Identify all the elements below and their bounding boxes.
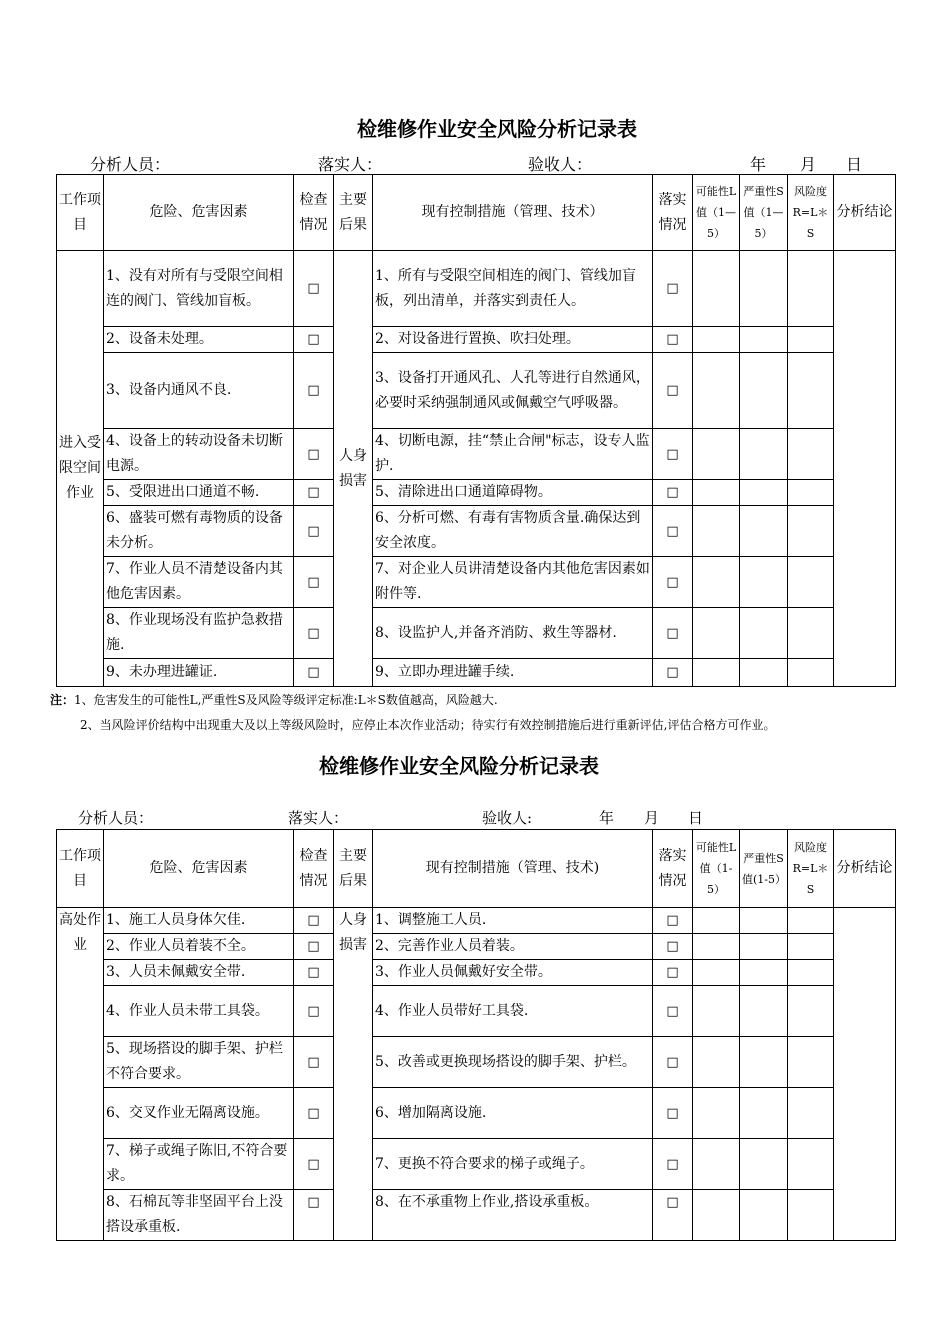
- implemented-box[interactable]: □: [653, 557, 693, 608]
- acceptor-label: 验收人:: [482, 809, 533, 827]
- table1-meta: [0, 152, 950, 174]
- implemented-box[interactable]: □: [653, 506, 693, 557]
- severity-cell[interactable]: [740, 986, 788, 1037]
- measure-cell: 6、增加隔离设施.: [373, 1088, 653, 1139]
- table-row: [57, 934, 896, 960]
- work-item-cell: 进入受限空间作业: [57, 251, 104, 687]
- check-box[interactable]: □: [294, 1037, 334, 1088]
- day-label: 日: [688, 809, 704, 827]
- risk-cell[interactable]: [788, 327, 834, 353]
- note-1: 1、危害发生的可能性L,严重性S及风险等级评定标准:L＊S数值越高，风险越大.: [74, 693, 498, 707]
- hazard-cell: 3、人员未佩戴安全带.: [104, 960, 294, 986]
- check-box[interactable]: □: [294, 480, 334, 506]
- check-box[interactable]: □: [294, 251, 334, 327]
- risk-cell[interactable]: [788, 934, 834, 960]
- check-box[interactable]: □: [294, 557, 334, 608]
- table-row: [57, 1088, 896, 1139]
- month-label: 月: [800, 155, 817, 174]
- table-row: [57, 1139, 896, 1190]
- table2-meta: [0, 807, 950, 829]
- header-work-item: 工作项目: [57, 830, 104, 908]
- implemented-box[interactable]: □: [653, 1139, 693, 1190]
- table-row: [57, 908, 896, 934]
- risk-cell[interactable]: [788, 1139, 834, 1190]
- note-line-1: [50, 691, 498, 708]
- year-label: 年: [750, 155, 767, 174]
- header-severity: 严重性S值(1-5）: [740, 830, 788, 908]
- measure-cell: 5、清除进出口通道障碍物。: [373, 480, 653, 506]
- measure-cell: 8、在不承重物上作业,搭设承重板。: [373, 1190, 653, 1241]
- hazard-cell: 7、梯子或绳子陈旧,不符合要求。: [104, 1139, 294, 1190]
- header-check: 检查情况: [294, 175, 334, 251]
- hazard-cell: 6、交叉作业无隔离设施。: [104, 1088, 294, 1139]
- likelihood-cell[interactable]: [693, 659, 740, 687]
- risk-table-1: [56, 174, 896, 687]
- likelihood-cell[interactable]: [693, 1088, 740, 1139]
- risk-cell[interactable]: [788, 251, 834, 327]
- table-row: [57, 251, 896, 327]
- likelihood-cell[interactable]: [693, 608, 740, 659]
- header-risk: 风险度R=L＊S: [788, 830, 834, 908]
- implemented-box[interactable]: □: [653, 429, 693, 480]
- measure-cell: 2、对设备进行置换、吹扫处理。: [373, 327, 653, 353]
- table-row: [57, 960, 896, 986]
- check-box[interactable]: □: [294, 659, 334, 687]
- hazard-cell: 3、设备内通风不良.: [104, 353, 294, 429]
- implemented-box[interactable]: □: [653, 251, 693, 327]
- day-label: 日: [846, 155, 863, 174]
- implementer-label: 落实人：: [288, 809, 349, 827]
- header-implemented: 落实情况: [653, 175, 693, 251]
- table-row: [57, 1190, 896, 1241]
- likelihood-cell[interactable]: [693, 506, 740, 557]
- implemented-box[interactable]: □: [653, 934, 693, 960]
- header-measures: 现有控制措施（管理、技术）: [373, 175, 653, 251]
- risk-cell[interactable]: [788, 659, 834, 687]
- hazard-cell: 5、受限进出口通道不畅.: [104, 480, 294, 506]
- conclusion-cell[interactable]: [834, 251, 896, 687]
- check-box[interactable]: □: [294, 327, 334, 353]
- hazard-cell: 1、没有对所有与受限空间相连的阀门、管线加盲板。: [104, 251, 294, 327]
- implemented-box[interactable]: □: [653, 659, 693, 687]
- likelihood-cell[interactable]: [693, 1037, 740, 1088]
- likelihood-cell[interactable]: [693, 557, 740, 608]
- year-label: 年: [599, 809, 615, 827]
- consequence-cell: 人身损害: [334, 908, 373, 1241]
- header-check: 检查情况: [294, 830, 334, 908]
- measure-cell: 9、立即办理进罐手续.: [373, 659, 653, 687]
- hazard-cell: 2、设备未处理。: [104, 327, 294, 353]
- table-row: [57, 429, 896, 480]
- severity-cell[interactable]: [740, 506, 788, 557]
- header-risk: 风险度R=L＊S: [788, 175, 834, 251]
- hazard-cell: 9、未办理进罐证.: [104, 659, 294, 687]
- likelihood-cell[interactable]: [693, 251, 740, 327]
- measure-cell: 1、所有与受限空间相连的阀门、管线加盲板，列出清单，并落实到责任人。: [373, 251, 653, 327]
- likelihood-cell[interactable]: [693, 1139, 740, 1190]
- measure-cell: 3、设备打开通风孔、人孔等进行自然通风，必要时采纳强制通风或佩戴空气呼吸器。: [373, 353, 653, 429]
- risk-cell[interactable]: [788, 608, 834, 659]
- header-severity: 严重性S值（1—5）: [740, 175, 788, 251]
- severity-cell[interactable]: [740, 480, 788, 506]
- implementer-label: 落实人：: [318, 155, 383, 174]
- implemented-box[interactable]: □: [653, 1088, 693, 1139]
- check-box[interactable]: □: [294, 608, 334, 659]
- table-row: [57, 986, 896, 1037]
- table-row: [57, 353, 896, 429]
- header-conclusion: 分析结论: [834, 830, 896, 908]
- implemented-box[interactable]: □: [653, 986, 693, 1037]
- check-box[interactable]: □: [294, 934, 334, 960]
- likelihood-cell[interactable]: [693, 327, 740, 353]
- severity-cell[interactable]: [740, 557, 788, 608]
- table-row: [57, 608, 896, 659]
- table-row: [57, 1037, 896, 1088]
- risk-cell[interactable]: [788, 506, 834, 557]
- measure-cell: 7、更换不符合要求的梯子或绳子。: [373, 1139, 653, 1190]
- header-consequence: 主要后果: [334, 175, 373, 251]
- likelihood-cell[interactable]: [693, 908, 740, 934]
- implemented-box[interactable]: □: [653, 608, 693, 659]
- risk-cell[interactable]: [788, 429, 834, 480]
- hazard-cell: 4、作业人员未带工具袋。: [104, 986, 294, 1037]
- severity-cell[interactable]: [740, 1037, 788, 1088]
- measure-cell: 8、设监护人,并备齐消防、救生等器材.: [373, 608, 653, 659]
- risk-cell[interactable]: [788, 986, 834, 1037]
- table-row: [57, 327, 896, 353]
- check-box[interactable]: □: [294, 960, 334, 986]
- measure-cell: 3、作业人员佩戴好安全带。: [373, 960, 653, 986]
- analyst-label: 分析人员：: [90, 155, 171, 174]
- risk-cell[interactable]: [788, 480, 834, 506]
- check-box[interactable]: □: [294, 1139, 334, 1190]
- risk-cell[interactable]: [788, 557, 834, 608]
- severity-cell[interactable]: [740, 659, 788, 687]
- header-hazard: 危险、危害因素: [104, 830, 294, 908]
- risk-cell[interactable]: [788, 960, 834, 986]
- hazard-cell: 7、作业人员不清楚设备内其他危害因素。: [104, 557, 294, 608]
- header-likelihood: 可能性L值（1—5）: [693, 175, 740, 251]
- severity-cell[interactable]: [740, 429, 788, 480]
- table2-title: 检维修作业安全风险分析记录表: [319, 754, 599, 778]
- likelihood-cell[interactable]: [693, 934, 740, 960]
- table-row: [57, 506, 896, 557]
- risk-cell[interactable]: [788, 1037, 834, 1088]
- check-box[interactable]: □: [294, 1190, 334, 1241]
- work-item-cell: 高处作业: [57, 908, 104, 1241]
- measure-cell: 4、作业人员带好工具袋.: [373, 986, 653, 1037]
- implemented-box[interactable]: □: [653, 353, 693, 429]
- implemented-box[interactable]: □: [653, 960, 693, 986]
- risk-table-2: [56, 829, 896, 1241]
- implemented-box[interactable]: □: [653, 1190, 693, 1241]
- severity-cell[interactable]: [740, 1190, 788, 1241]
- hazard-cell: 1、施工人员身体欠佳.: [104, 908, 294, 934]
- check-box[interactable]: □: [294, 908, 334, 934]
- likelihood-cell[interactable]: [693, 480, 740, 506]
- header-implemented: 落实情况: [653, 830, 693, 908]
- table-row: [57, 557, 896, 608]
- risk-cell[interactable]: [788, 908, 834, 934]
- implemented-box[interactable]: □: [653, 327, 693, 353]
- hazard-cell: 2、作业人员着装不全。: [104, 934, 294, 960]
- hazard-cell: 6、盛装可燃有毒物质的设备未分析。: [104, 506, 294, 557]
- header-conclusion: 分析结论: [834, 175, 896, 251]
- header-consequence: 主要后果: [334, 830, 373, 908]
- header-work-item: 工作项目: [57, 175, 104, 251]
- check-box[interactable]: □: [294, 353, 334, 429]
- note-label: 注：: [50, 693, 75, 707]
- check-box[interactable]: □: [294, 429, 334, 480]
- likelihood-cell[interactable]: [693, 986, 740, 1037]
- severity-cell[interactable]: [740, 353, 788, 429]
- check-box[interactable]: □: [294, 1088, 334, 1139]
- severity-cell[interactable]: [740, 1139, 788, 1190]
- header-hazard: 危险、危害因素: [104, 175, 294, 251]
- month-label: 月: [644, 809, 660, 827]
- implemented-box[interactable]: □: [653, 480, 693, 506]
- consequence-cell: 人身损害: [334, 251, 373, 687]
- implemented-box[interactable]: □: [653, 908, 693, 934]
- likelihood-cell[interactable]: [693, 1190, 740, 1241]
- likelihood-cell[interactable]: [693, 353, 740, 429]
- note-2: 2、当风险评价结构中出现重大及以上等级风险时，应停止本次作业活动；待实行有效控制措施后进行重新评估,评估合格方可作业。: [80, 718, 776, 732]
- hazard-cell: 5、现场搭设的脚手架、护栏不符合要求。: [104, 1037, 294, 1088]
- hazard-cell: 8、石棉瓦等非坚固平台上没搭设承重板.: [104, 1190, 294, 1241]
- likelihood-cell[interactable]: [693, 960, 740, 986]
- measure-cell: 6、分析可燃、有毒有害物质含量.确保达到安全浓度。: [373, 506, 653, 557]
- measure-cell: 5、改善或更换现场搭设的脚手架、护栏。: [373, 1037, 653, 1088]
- conclusion-cell[interactable]: [834, 908, 896, 1241]
- table-row: [57, 480, 896, 506]
- severity-cell[interactable]: [740, 934, 788, 960]
- severity-cell[interactable]: [740, 327, 788, 353]
- risk-cell[interactable]: [788, 353, 834, 429]
- measure-cell: 4、切断电源，挂“禁止合闸"标志，设专人监护.: [373, 429, 653, 480]
- measure-cell: 2、完善作业人员着装。: [373, 934, 653, 960]
- risk-cell[interactable]: [788, 1190, 834, 1241]
- check-box[interactable]: □: [294, 986, 334, 1037]
- severity-cell[interactable]: [740, 908, 788, 934]
- table1-title: 检维修作业安全风险分析记录表: [357, 117, 637, 141]
- implemented-box[interactable]: □: [653, 1037, 693, 1088]
- hazard-cell: 8、作业现场没有监护急救措施.: [104, 608, 294, 659]
- table-header-row: [57, 830, 896, 908]
- analyst-label: 分析人员：: [78, 809, 154, 827]
- severity-cell[interactable]: [740, 1088, 788, 1139]
- check-box[interactable]: □: [294, 506, 334, 557]
- severity-cell[interactable]: [740, 251, 788, 327]
- measure-cell: 7、对企业人员讲清楚设备内其他危害因素如附件等.: [373, 557, 653, 608]
- likelihood-cell[interactable]: [693, 429, 740, 480]
- hazard-cell: 4、设备上的转动设备未切断电源。: [104, 429, 294, 480]
- table-row: [57, 659, 896, 687]
- risk-cell[interactable]: [788, 1088, 834, 1139]
- acceptor-label: 验收人：: [528, 155, 593, 174]
- severity-cell[interactable]: [740, 608, 788, 659]
- measure-cell: 1、调整施工人员.: [373, 908, 653, 934]
- header-likelihood: 可能性L值（1-5）: [693, 830, 740, 908]
- severity-cell[interactable]: [740, 960, 788, 986]
- header-measures: 现有控制措施（管理、技术): [373, 830, 653, 908]
- table-header-row: [57, 175, 896, 251]
